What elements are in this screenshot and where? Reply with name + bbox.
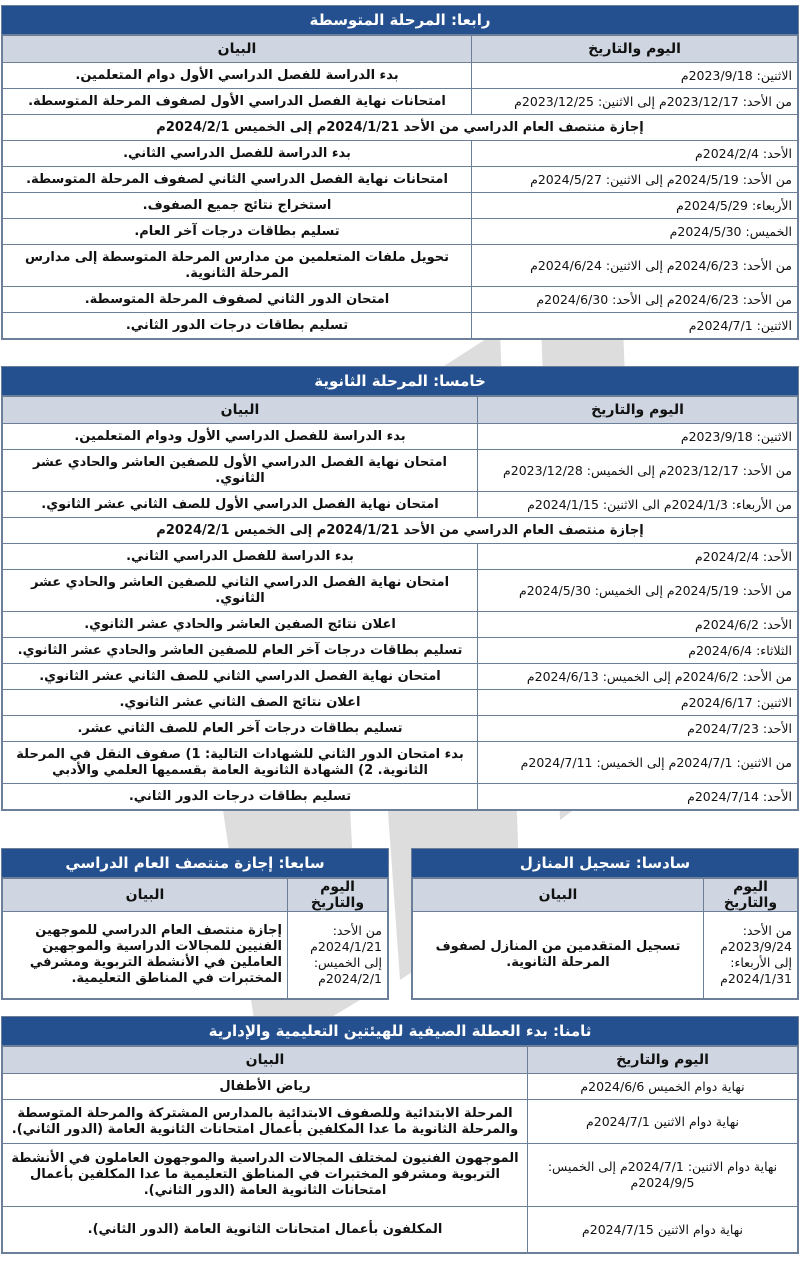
row-description: امتحان الدور الثاني لصفوف المرحلة المتوسطة.	[3, 287, 472, 313]
table-row	[3, 1100, 798, 1144]
row-description: امتحان نهاية الفصل الدراسي الأول للصفين العاشر والحادي عشر الثانوي.	[3, 450, 478, 492]
header-description: البيان	[413, 879, 704, 912]
table-row	[3, 1144, 798, 1207]
row-date: الأحد: 2024/7/14م	[478, 784, 798, 810]
table-row	[3, 570, 798, 612]
schedule-table	[2, 878, 388, 999]
table-row	[3, 742, 798, 784]
row-description: امتحان نهاية الفصل الدراسي الثاني للصفين العاشر والحادي عشر الثانوي.	[3, 570, 478, 612]
row-holiday: إجازة منتصف العام الدراسي من الأحد 2024/1/21م إلى الخميس 2024/2/1م	[3, 115, 798, 141]
table-row	[3, 544, 798, 570]
row-description: بدء الدراسة للفصل الدراسي الثاني.	[3, 141, 472, 167]
table-row	[3, 450, 798, 492]
row-description: تسليم بطاقات درجات الدور الثاني.	[3, 313, 472, 339]
header-description: البيان	[3, 397, 478, 424]
row-date: الأربعاء: 2024/5/29م	[472, 193, 798, 219]
row-description: بدء امتحان الدور الثاني للشهادات التالية: 1) صفوف النقل في المرحلة الثانوية. 2) الشهادة الثانوية العامة بقسميها العلمي والأدبي	[3, 742, 478, 784]
schedule-table	[2, 35, 798, 339]
row-date: الاثنين: 2024/7/1م	[472, 313, 798, 339]
row-date: من الأحد: 2023/12/17م إلى الخميس: 2023/12/28م	[478, 450, 798, 492]
row-date: نهاية دوام الاثنين 2024/7/15م	[528, 1207, 798, 1253]
table-row	[3, 424, 798, 450]
row-date: من الأربعاء: 2024/1/3م الى الاثنين: 2024/1/15م	[478, 492, 798, 518]
row-description: إجازة منتصف العام الدراسي للموجهين الفنيين للمجالات الدراسية والموجهين العاملين في الأنشطة التربوية ومشرفي المختبرات في المناطق التعليمية.	[3, 912, 288, 999]
row-date: من الأحد: 2023/12/17م إلى الاثنين: 2023/12/25م	[472, 89, 798, 115]
row-date: نهاية دوام الخميس 2024/6/6م	[528, 1074, 798, 1100]
row-date: الأحد: 2024/7/23م	[478, 716, 798, 742]
row-date: الاثنين: 2023/9/18م	[478, 424, 798, 450]
row-description: اعلان نتائج الصفين العاشر والحادي عشر الثانوي.	[3, 612, 478, 638]
table-row	[3, 313, 798, 339]
row-date: الاثنين: 2024/6/17م	[478, 690, 798, 716]
table-row	[3, 287, 798, 313]
table-row	[3, 219, 798, 245]
row-date: من الأحد: 2024/6/23م إلى الاثنين: 2024/6/24م	[472, 245, 798, 287]
section-intermediate-stage	[1, 5, 799, 340]
row-date: الاثنين: 2023/9/18م	[472, 63, 798, 89]
row-date: الأحد: 2024/2/4م	[478, 544, 798, 570]
row-date: نهاية دوام الاثنين: 2024/7/1م إلى الخميس: 2024/9/5م	[528, 1144, 798, 1207]
table-row	[3, 690, 798, 716]
section-title: ثامنا: بدء العطلة الصيفية للهيئتين التعليمية والإدارية	[2, 1017, 798, 1046]
row-description: تسليم بطاقات درجات الدور الثاني.	[3, 784, 478, 810]
row-description: امتحانات نهاية الفصل الدراسي الأول لصفوف المرحلة المتوسطة.	[3, 89, 472, 115]
table-row	[3, 245, 798, 287]
table-row	[3, 716, 798, 742]
row-date: نهاية دوام الاثنين 2024/7/1م	[528, 1100, 798, 1144]
row-date: من الأحد: 2024/1/21م إلى الخميس: 2024/2/1م	[288, 912, 388, 999]
row-description: تسليم بطاقات درجات آخر العام للصف الثاني عشر.	[3, 716, 478, 742]
table-row	[3, 89, 798, 115]
header-description: البيان	[3, 879, 288, 912]
row-date: الأحد: 2024/2/4م	[472, 141, 798, 167]
table-row	[3, 115, 798, 141]
header-date: اليوم والتاريخ	[472, 36, 798, 63]
row-date: من الاثنين: 2024/7/1م إلى الخميس: 2024/7/11م	[478, 742, 798, 784]
table-row	[3, 1074, 798, 1100]
header-date: اليوم والتاريخ	[478, 397, 798, 424]
row-description: بدء الدراسة للفصل الدراسي الثاني.	[3, 544, 478, 570]
section-title: خامسا: المرحلة الثانوية	[2, 367, 798, 396]
row-description: تسليم بطاقات درجات آخر العام للصفين العاشر والحادي عشر الثانوي.	[3, 638, 478, 664]
row-date: الثلاثاء: 2024/6/4م	[478, 638, 798, 664]
table-row	[3, 63, 798, 89]
section-title: سابعا: إجازة منتصف العام الدراسي	[2, 849, 388, 878]
row-description: امتحانات نهاية الفصل الدراسي الثاني لصفوف المرحلة المتوسطة.	[3, 167, 472, 193]
table-row	[3, 167, 798, 193]
table-row	[3, 518, 798, 544]
table-row	[3, 664, 798, 690]
row-description: تسجيل المتقدمين من المنازل لصفوف المرحلة الثانوية.	[413, 912, 704, 999]
row-description: المكلفون بأعمال امتحانات الثانوية العامة (الدور الثاني).	[3, 1207, 528, 1253]
row-description: استخراج نتائج جميع الصفوف.	[3, 193, 472, 219]
header-date: اليوم والتاريخ	[528, 1047, 798, 1074]
table-row	[3, 141, 798, 167]
section-home-registration	[411, 848, 799, 1000]
row-description: اعلان نتائج الصف الثاني عشر الثانوي.	[3, 690, 478, 716]
section-title: سادسا: تسجيل المنازل	[412, 849, 798, 878]
schedule-table	[2, 396, 798, 810]
row-date: من الأحد: 2023/9/24م إلى الأربعاء: 2024/1/31م	[704, 912, 798, 999]
schedule-table	[2, 1046, 798, 1253]
row-date: من الأحد: 2024/5/19م إلى الخميس: 2024/5/30م	[478, 570, 798, 612]
table-row	[413, 912, 798, 999]
row-description: تحويل ملفات المتعلمين من مدارس المرحلة المتوسطة إلى مدارس المرحلة الثانوية.	[3, 245, 472, 287]
table-row	[3, 638, 798, 664]
schedule-table	[412, 878, 798, 999]
row-date: من الأحد: 2024/6/2م إلى الخميس: 2024/6/13م	[478, 664, 798, 690]
table-row	[3, 612, 798, 638]
row-holiday: إجازة منتصف العام الدراسي من الأحد 2024/1/21م إلى الخميس 2024/2/1م	[3, 518, 798, 544]
row-description: المرحلة الابتدائية وللصفوف الابتدائية بالمدارس المشتركة والمرحلة المتوسطة والمرحلة الثانوية ما عدا المكلفين بأعمال امتحانات الثانوية العامة (الدور الثاني).	[3, 1100, 528, 1144]
row-description: رياض الأطفال	[3, 1074, 528, 1100]
section-midyear-break	[1, 848, 389, 1000]
table-row	[3, 1207, 798, 1253]
header-date: اليوم والتاريخ	[288, 879, 388, 912]
row-date: من الأحد: 2024/6/23م إلى الأحد: 2024/6/30م	[472, 287, 798, 313]
table-row	[3, 193, 798, 219]
row-description: بدء الدراسة للفصل الدراسي الأول دوام المتعلمين.	[3, 63, 472, 89]
table-row	[3, 912, 388, 999]
row-date: من الأحد: 2024/5/19م إلى الاثنين: 2024/5/27م	[472, 167, 798, 193]
table-row	[3, 492, 798, 518]
row-description: بدء الدراسة للفصل الدراسي الأول ودوام المتعلمين.	[3, 424, 478, 450]
header-date: اليوم والتاريخ	[704, 879, 798, 912]
row-description: امتحان نهاية الفصل الدراسي الثاني للصف الثاني عشر الثانوي.	[3, 664, 478, 690]
header-description: البيان	[3, 36, 472, 63]
section-secondary-stage	[1, 366, 799, 811]
section-summer-holiday	[1, 1016, 799, 1254]
table-row	[3, 784, 798, 810]
row-date: الأحد: 2024/6/2م	[478, 612, 798, 638]
header-description: البيان	[3, 1047, 528, 1074]
row-description: تسليم بطاقات درجات آخر العام.	[3, 219, 472, 245]
row-description: الموجهون الفنيون لمختلف المجالات الدراسية والموجهون العاملون في الأنشطة التربوية ومشرفو المختبرات في المناطق التعليمية ما عدا المكلفين بأعمال امتحانات الثانوية العامة (الدور الثاني).	[3, 1144, 528, 1207]
section-title: رابعا: المرحلة المتوسطة	[2, 6, 798, 35]
row-date: الخميس: 2024/5/30م	[472, 219, 798, 245]
row-description: امتحان نهاية الفصل الدراسي الأول للصف الثاني عشر الثانوي.	[3, 492, 478, 518]
